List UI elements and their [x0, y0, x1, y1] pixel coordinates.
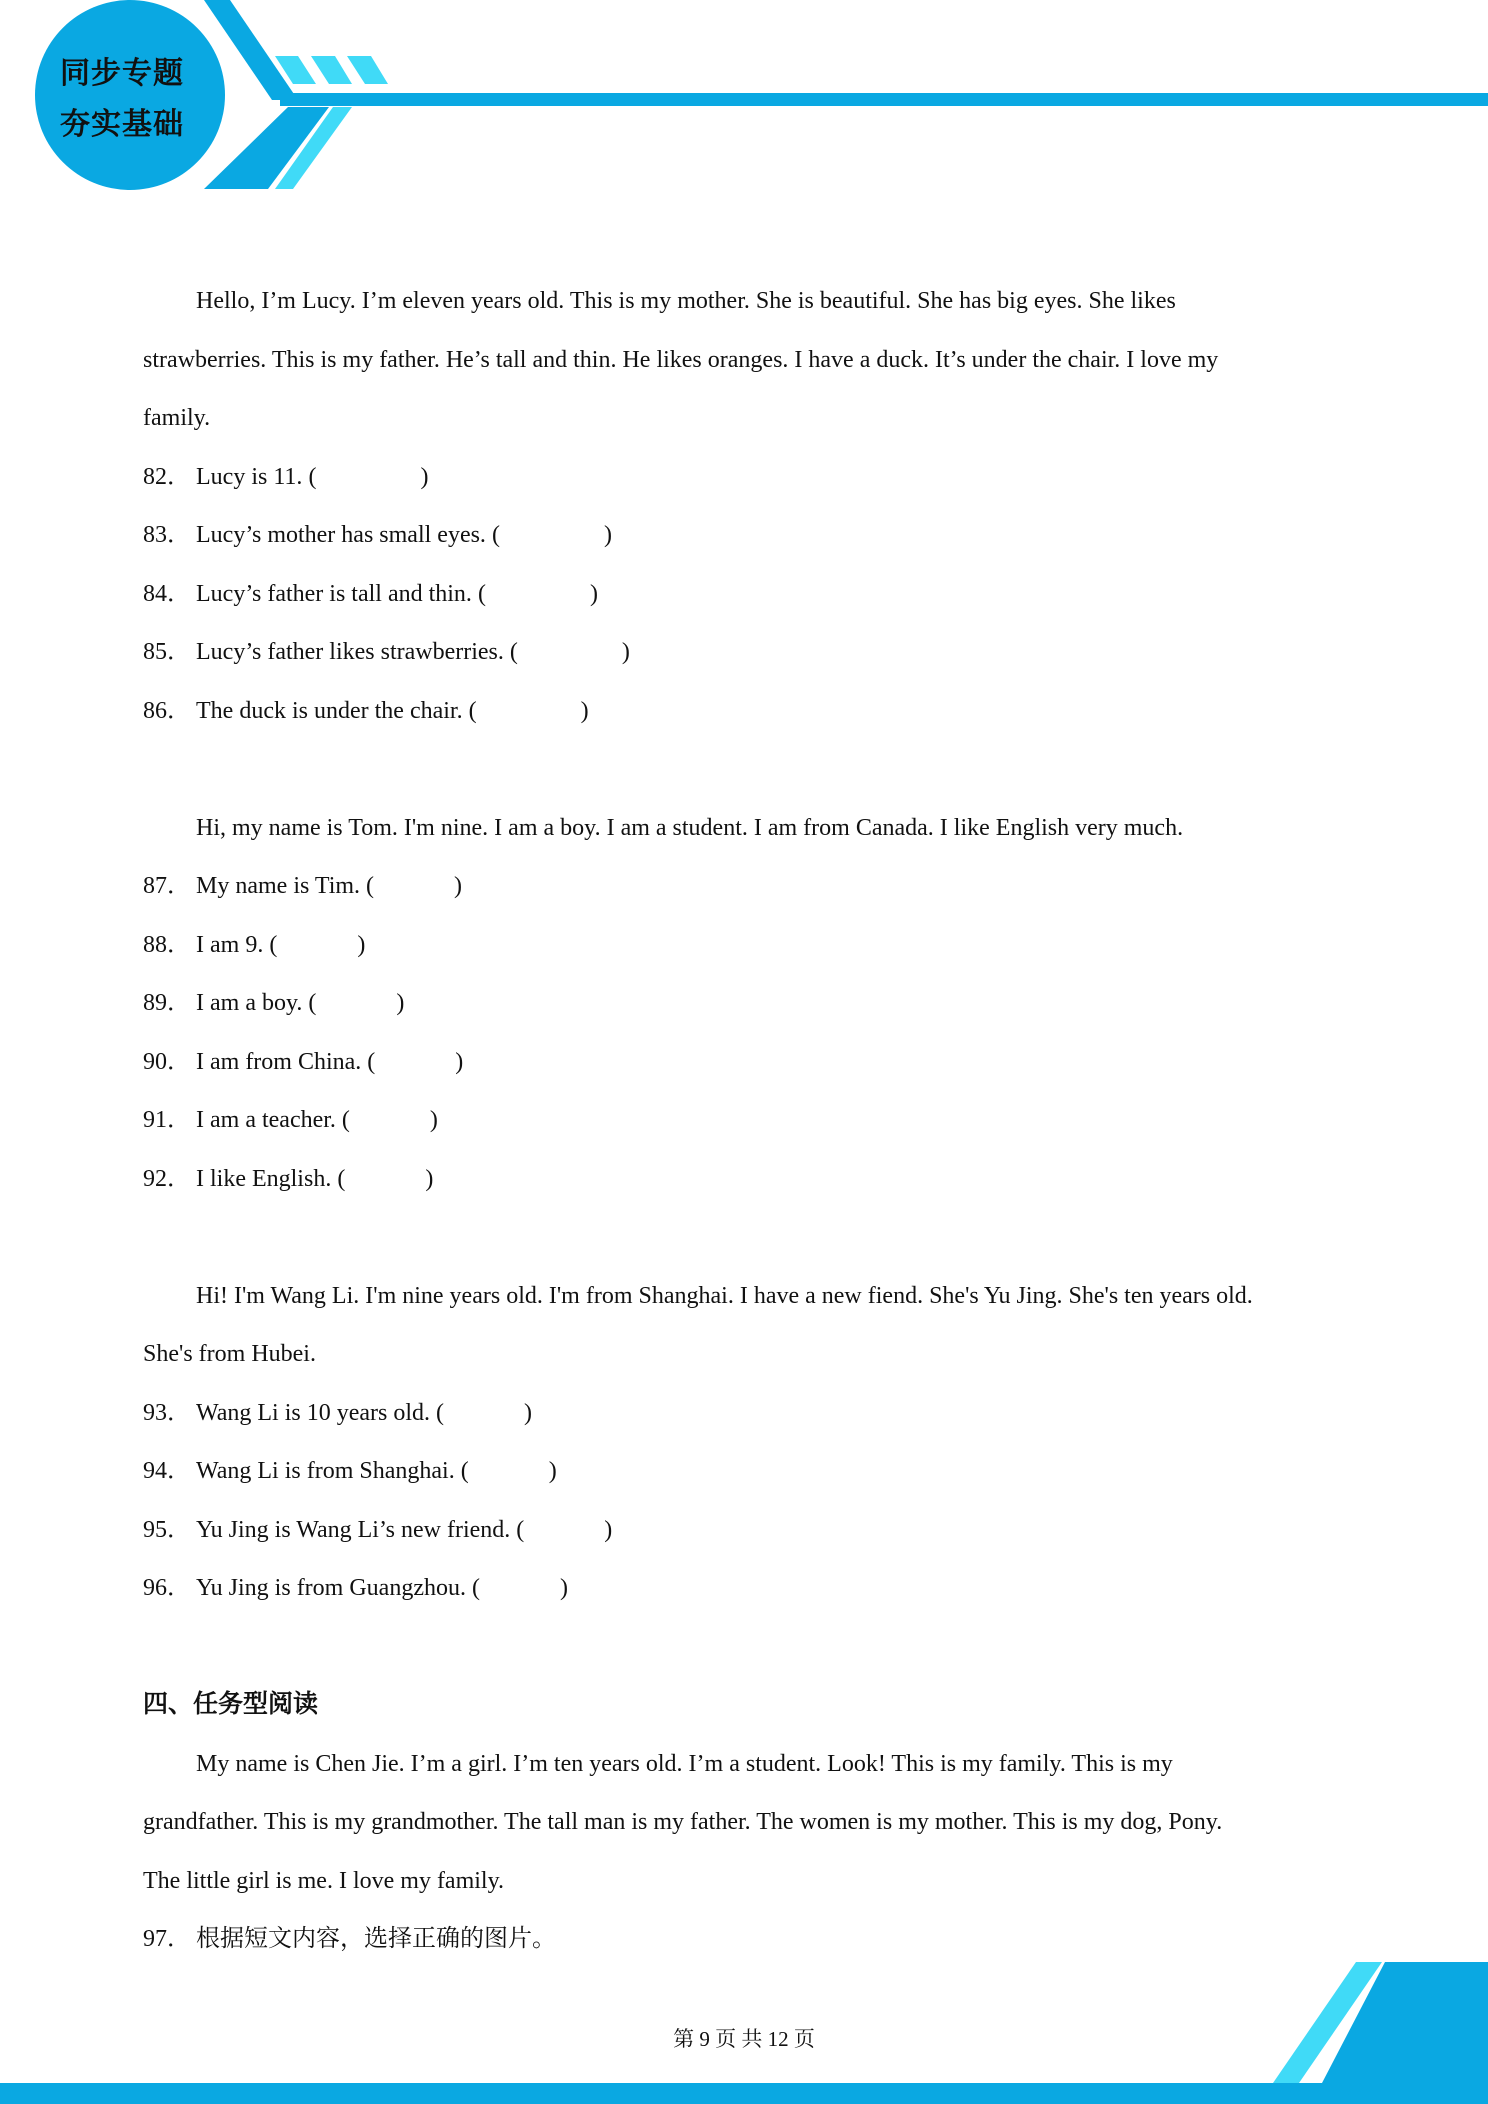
question-83 — [143, 506, 1403, 565]
passage-tom — [143, 799, 1403, 1209]
answer-bracket-open: ( — [367, 1048, 376, 1075]
section-heading: 四、任务型阅读 — [143, 1691, 319, 1718]
answer-bracket-close: ) — [425, 1165, 434, 1192]
question-text: Lucy’s father is tall and thin. — [196, 580, 472, 607]
question-text: I like English. — [196, 1165, 332, 1192]
question-number: 92． — [143, 1165, 191, 1192]
answer-bracket-open: ( — [337, 1165, 346, 1192]
question-94 — [143, 1442, 1403, 1501]
question-text: Lucy is 11. — [196, 463, 303, 490]
badge-line-2: 夯实基础 — [60, 107, 184, 142]
answer-bracket-close: ) — [548, 1458, 557, 1484]
question-text: Yu Jing is from Guangzhou. — [196, 1575, 466, 1601]
question-text: Lucy’s mother has small eyes. — [196, 522, 486, 548]
question-number: 82． — [143, 463, 191, 490]
passage-line: Hi! I'm Wang Li. I'm nine years old. I'm from Shanghai. I have a new fiend. She's Yu Jing. She's ten years old. — [196, 1282, 1253, 1309]
answer-bracket-close: ) — [455, 1048, 464, 1075]
passage-line: She's from Hubei. — [143, 1341, 316, 1367]
answer-bracket-close: ) — [524, 1399, 533, 1426]
question-text: I am 9. — [196, 931, 264, 958]
answer-bracket-close: ) — [454, 873, 463, 899]
answer-bracket-close: ) — [559, 1575, 568, 1601]
question-text: Yu Jing is Wang Li’s new friend. — [196, 1516, 511, 1543]
answer-bracket-close: ) — [357, 931, 366, 958]
answer-bracket-open: ( — [460, 1458, 469, 1484]
spacer — [143, 1208, 1403, 1267]
question-93 — [143, 1384, 1403, 1443]
question-number: 89． — [143, 990, 191, 1016]
answer-bracket-close: ) — [604, 1516, 613, 1543]
answer-bracket-open: ( — [436, 1399, 445, 1426]
spacer — [143, 740, 1403, 799]
question-number: 93． — [143, 1399, 191, 1426]
passage-line: family. — [143, 405, 211, 431]
question-number: 84． — [143, 580, 191, 607]
question-text: 根据短文内容，选择正确的图片。 — [196, 1926, 556, 1952]
question-text: I am a teacher. — [196, 1107, 336, 1133]
question-number: 86． — [143, 697, 191, 724]
worksheet-body — [143, 272, 1403, 1969]
answer-bracket-open: ( — [341, 1107, 350, 1133]
question-95 — [143, 1501, 1403, 1560]
answer-bracket-close: ) — [603, 522, 612, 548]
answer-bracket-close: ) — [429, 1107, 438, 1133]
question-86 — [143, 682, 1403, 741]
question-number: 87． — [143, 873, 191, 899]
answer-bracket-open: ( — [477, 580, 486, 607]
badge-line-1: 同步专题 — [60, 56, 184, 91]
question-text: The duck is under the chair. — [196, 697, 463, 724]
answer-bracket-open: ( — [269, 931, 278, 958]
answer-bracket-close: ) — [589, 580, 598, 607]
question-number: 95． — [143, 1516, 191, 1543]
question-number: 97． — [143, 1926, 191, 1952]
passage-line: Hello, I’m Lucy. I’m eleven years old. This is my mother. She is beautiful. She has big eyes. She likes — [196, 288, 1176, 314]
question-89 — [143, 974, 1403, 1033]
question-text: Wang Li is from Shanghai. — [196, 1458, 455, 1484]
question-text: I am from China. — [196, 1048, 362, 1075]
question-number: 91． — [143, 1107, 191, 1133]
footer-bar — [0, 2083, 1488, 2104]
question-88 — [143, 916, 1403, 975]
question-number: 85． — [143, 639, 191, 665]
question-number: 88． — [143, 931, 191, 958]
answer-bracket-open: ( — [366, 873, 375, 899]
answer-bracket-open: ( — [471, 1575, 480, 1601]
answer-bracket-open: ( — [468, 697, 477, 724]
page-number: 第 9 页 共 12 页 — [673, 2027, 815, 2051]
topic-badge — [35, 0, 225, 190]
passage-line: Hi, my name is Tom. I'm nine. I am a boy. I am a student. I am from Canada. I like English very much. — [196, 814, 1184, 841]
question-text: My name is Tim. — [196, 873, 361, 899]
question-text: Lucy’s father likes strawberries. — [196, 639, 504, 665]
question-92 — [143, 1150, 1403, 1209]
passage-wang-li — [143, 1267, 1403, 1618]
answer-bracket-close: ) — [396, 990, 405, 1016]
answer-bracket-open: ( — [491, 522, 500, 548]
answer-bracket-open: ( — [516, 1516, 525, 1543]
passage-line: strawberries. This is my father. He’s tall and thin. He likes oranges. I have a duck. It’s under the chair. I love my — [143, 346, 1219, 373]
passage-lucy — [143, 272, 1403, 740]
question-number: 83． — [143, 522, 191, 548]
question-87 — [143, 857, 1403, 916]
task-reading-section — [143, 1676, 1403, 1969]
spacer — [143, 1618, 1403, 1677]
question-text: Wang Li is 10 years old. — [196, 1399, 431, 1426]
answer-bracket-open: ( — [509, 639, 518, 665]
answer-bracket-close: ) — [420, 463, 429, 490]
answer-bracket-close: ) — [580, 697, 589, 724]
header-dash-2 — [311, 56, 352, 84]
question-number: 94． — [143, 1458, 191, 1484]
question-85 — [143, 623, 1403, 682]
question-96 — [143, 1559, 1403, 1618]
question-91 — [143, 1091, 1403, 1150]
footer-decoration — [0, 1950, 1488, 2083]
answer-bracket-close: ) — [621, 639, 630, 665]
passage-line: My name is Chen Jie. I’m a girl. I’m ten years old. I’m a student. Look! This is my family. This is my — [196, 1750, 1173, 1777]
question-number: 90． — [143, 1048, 191, 1075]
header-bar — [280, 93, 1488, 106]
question-90 — [143, 1033, 1403, 1092]
passage-line: grandfather. This is my grandmother. The tall man is my father. The women is my mother. This is my dog, Pony. — [143, 1809, 1223, 1835]
answer-bracket-open: ( — [308, 463, 317, 490]
question-text: I am a boy. — [196, 990, 303, 1016]
passage-line: The little girl is me. I love my family. — [143, 1867, 505, 1894]
question-84 — [143, 565, 1403, 624]
question-82 — [143, 448, 1403, 507]
header-dash-3 — [347, 56, 388, 84]
question-number: 96． — [143, 1575, 191, 1601]
answer-bracket-open: ( — [308, 990, 317, 1016]
